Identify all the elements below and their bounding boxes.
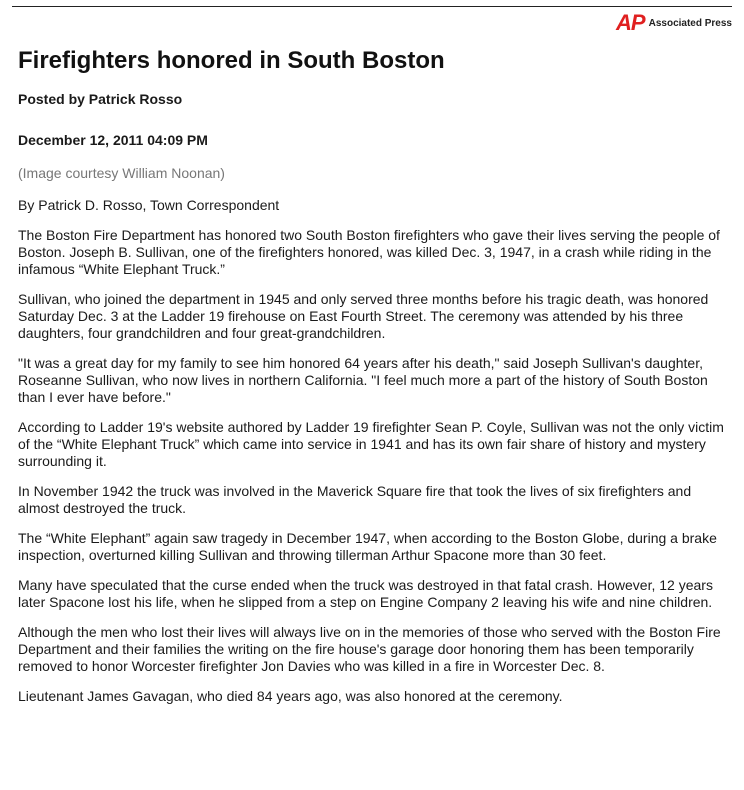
ap-logo-name: Associated Press: [648, 17, 732, 29]
paragraph: The Boston Fire Department has honored two South Boston firefighters who gave their lives serving the people of Boston. Joseph B. Sullivan, one of the firefighters honored, was killed Dec. 3, 1947, in a crash while riding in the infamous “White Elephant Truck.”: [18, 227, 720, 277]
paragraph: The “White Elephant” again saw tragedy in December 1947, when according to the Boston Globe, during a brake inspection, overturned killing Sullivan and throwing tillerman Arthur Spacone more than 30 feet.: [18, 530, 717, 563]
article-date: December 12, 2011 04:09 PM: [18, 132, 208, 148]
article-title: Firefighters honored in South Boston: [18, 47, 445, 74]
posted-by: Posted by Patrick Rosso: [18, 91, 183, 107]
author-line: By Patrick D. Rosso, Town Correspondent: [18, 197, 280, 213]
paragraph: "It was a great day for my family to see him honored 64 years after his death," said Joseph Sullivan's daughter, Roseanne Sullivan, who now lives in northern California. "I feel much more a part of the history of South Boston than I ever have before.": [18, 355, 708, 405]
top-divider: [12, 6, 732, 7]
paragraph: Many have speculated that the curse ended when the truck was destroyed in that fatal crash. However, 12 years later Spacone lost his life, when he slipped from a step on Engine Company 2 leaving his wife and nine children.: [18, 577, 713, 610]
article-body: [18, 227, 730, 705]
paragraph: In November 1942 the truck was involved in the Maverick Square fire that took the lives of six firefighters and almost destroyed the truck.: [18, 483, 692, 516]
paragraph: Sullivan, who joined the department in 1945 and only served three months before his tragic death, was honored Saturday Dec. 3 at the Ladder 19 firehouse on East Fourth Street. The ceremony was attended by his three daughters, four grandchildren and four great-grandchildren.: [18, 291, 709, 341]
ap-logo-mark: AP: [616, 10, 645, 35]
image-caption: (Image courtesy William Noonan): [18, 165, 225, 181]
ap-logo: [616, 10, 732, 35]
paragraph: According to Ladder 19's website authored by Ladder 19 firefighter Sean P. Coyle, Sullivan was not the only victim of the “White Elephant Truck” which came into service in 1941 and has its own fair share of history and mystery surrounding it.: [18, 419, 724, 469]
paragraph: Although the men who lost their lives will always live on in the memories of those who served with the Boston Fire Department and their families the writing on the fire house's garage door honoring them has been temporarily removed to honor Worcester firefighter Jon Davies who was killed in a fire in Worcester Dec. 8.: [18, 624, 721, 674]
article-content: [18, 46, 730, 705]
paragraph: Lieutenant James Gavagan, who died 84 years ago, was also honored at the ceremony.: [18, 688, 563, 704]
